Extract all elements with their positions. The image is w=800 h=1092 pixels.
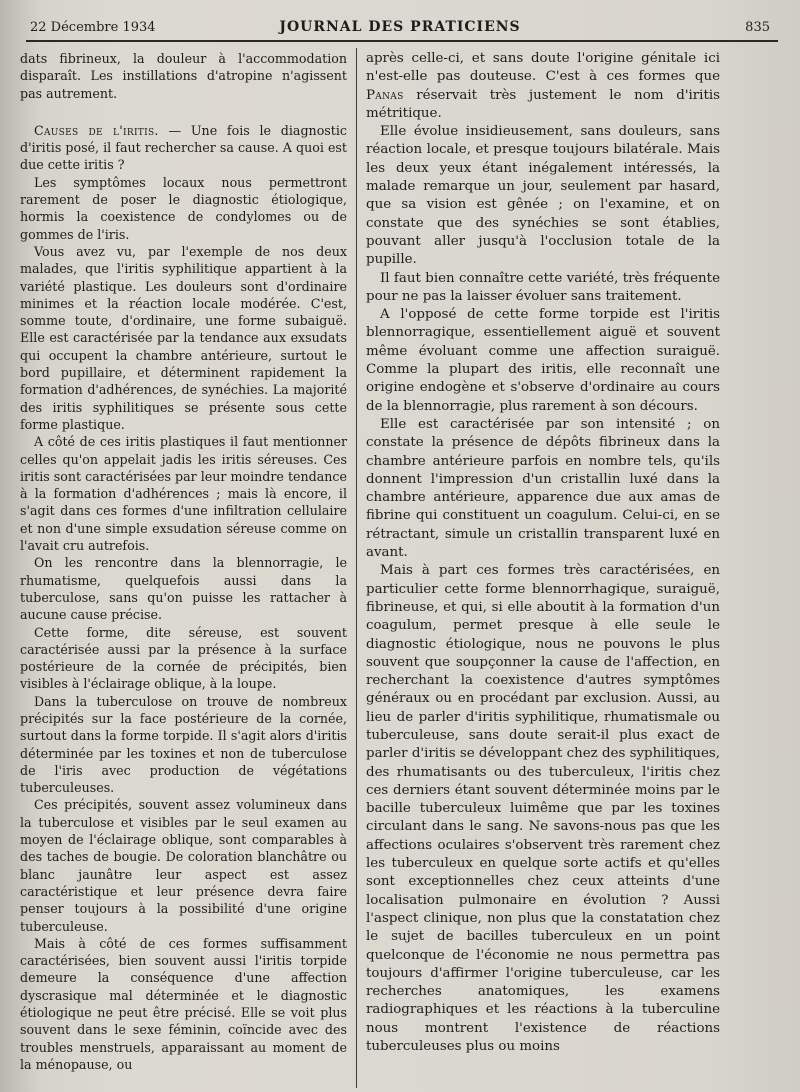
paragraph [366, 50, 720, 123]
header-rule [26, 40, 778, 42]
right-column [366, 50, 720, 1056]
paragraph-text: après celle-ci, et sans doute l'origine génitale ici n'est-elle pas douteuse. C'est à ces formes que [366, 51, 720, 85]
paragraph: Mais à côté de ces formes suffisamment caractérisées, bien souvent aussi l'iritis torpide demeure la conséquence d'une affection dyscrasique mal déterminée et le diagnostic étiologique ne peut être précisé. Elle se voit plus souvent dans le sexe féminin, coïncide avec des troubles menstruels, apparaissant au moment de la ménopause, ou [20, 935, 347, 1072]
page-number: 835 [745, 20, 770, 35]
paragraph: Cette forme, dite séreuse, est souvent caractérisée aussi par la présence à la surface postérieure de la cornée de précipités, bien visibles à l'éclairage oblique, à la loupe. [20, 624, 347, 692]
paragraph: On les rencontre dans la blennorragie, le rhumatisme, quelquefois aussi dans la tuberculose, sans qu'on puisse les rattacher à aucune cause précise. [20, 555, 347, 623]
section-paragraph-causes [20, 122, 347, 174]
section-heading: Causes de l'iritis. [34, 122, 159, 138]
page-header [0, 14, 800, 42]
header-date: 22 Décembre 1934 [30, 20, 156, 35]
paragraph: A côté de ces iritis plastiques il faut mentionner celles qu'on appelait jadis les iritis séreuses. Ces iritis sont caractérisées par leur moindre tendance à la formation d'adhérences ; mais là encore, il s'agit dans ces formes d'une infiltration cellulaire et non d'une simple exsudation séreuse comme on l'avait cru autrefois. [20, 434, 347, 554]
paragraph: Elle est caractérisée par son intensité ; on constate la présence de dépôts fibrineux dans la chambre antérieure parfois en nombre tels, qu'ils donnent l'impression d'un cristallin luxé dans la chambre antérieure, apparence due aux amas de fibrine qui constituent un coagulum. Celui-ci, en se rétractant, simule un cristallin transparent luxé en avant. [366, 416, 720, 561]
paragraph: Il faut bien connaître cette variété, très fréquente pour ne pas la laisser évoluer sans traitement. [366, 270, 720, 304]
left-column [20, 50, 347, 1073]
paragraph: Les symptômes locaux nous permettront rarement de poser le diagnostic étiologique, hormis la coexistence de condylomes ou de gommes de l'iris. [20, 174, 347, 242]
paragraph: Dans la tuberculose on trouve de nombreux précipités sur la face postérieure de la cornée, surtout dans la forme torpide. Il s'agit alors d'iritis déterminée par les toxines et non de tuberculose de l'iris avec production de végétations tuberculeuses. [20, 693, 347, 796]
paragraph-text: — Une fois le diagnostic d'iritis posé, il faut rechercher sa cause. A quoi est due cette iritis ? [20, 122, 347, 173]
paragraph: Ces précipités, souvent assez volumineux dans la tuberculose et visibles par le seul examen au moyen de l'éclairage oblique, sont comparables à des taches de bougie. De coloration blanchâtre ou blanc jaunâtre leur aspect est assez caractéristique et leur présence devra faire penser toujours à la possibilité d'une origine tuberculeuse. [20, 797, 347, 934]
paragraph-text: réservait très justement le nom d'iritis métritique. [366, 87, 720, 121]
column-divider [356, 48, 357, 1088]
paragraph: A l'opposé de cette forme torpide est l'iritis blennorragique, essentiellement aiguë et souvent même évoluant comme une affection suraiguë. Comme la plupart des iritis, elle reconnaît une origine endogène et s'observe d'ordinaire au cours de la blennorragie, plus rarement à son décours. [366, 307, 720, 414]
paragraph: Vous avez vu, par l'exemple de nos deux malades, que l'iritis syphilitique appartient à la variété plastique. Les douleurs sont d'ordinaire minimes et la réaction locale modérée. C'est, somme toute, d'ordinaire, une forme subaiguë. Elle est caractérisée par la tendance aux exsudats qui occupent la chambre antérieure, surtout le bord pupillaire, et déterminent rapidement la formation d'adhérences, de synéchies. La majorité des iritis syphilitiques se présente sous cette forme plastique. [20, 243, 347, 432]
author-name: Panas [366, 87, 404, 103]
paragraph: dats fibrineux, la douleur à l'accommodation disparaît. Les instillations d'atropine n'agissent pas autrement. [20, 51, 347, 101]
paragraph: Elle évolue insidieusement, sans douleurs, sans réaction locale, et presque toujours bilatérale. Mais les deux yeux étant inégalement intéressés, la malade remarque un jour, seulement par hasard, que sa vision est gênée ; on l'examine, et on constate que des synéchies se sont établies, pouvant aller jusqu'à l'occlusion totale de la pupille. [366, 124, 720, 268]
journal-title: JOURNAL DES PRATICIENS [279, 19, 521, 35]
paragraph: Mais à part ces formes très caractérisées, en particulier cette forme blennorrhagique, suraiguë, fibrineuse, et qui, si elle aboutit à la formation d'un coagulum, permet presque à elle seule le diagnostic étiologique, nous ne pouvons le plus souvent que soupçonner la cause de l'affection, en recherchant la coexistence d'autres symptômes généraux ou en procédant par exclusion. Aussi, au lieu de parler d'iritis syphilitique, rhumatismale ou tuberculeuse, sans doute serait-il plus exact de parler d'iritis se développant chez des syphilitiques, des rhumatisants ou des tuberculeux, l'iritis chez ces derniers étant souvent déterminée moins par le bacille tuberculeux luimême que par les toxines circulant dans le sang. Ne savons-nous pas que les affections oculaires s'observent très rarement chez les tuberculeux en quelque sorte actifs et qu'elles sont exceptionnelles chez ceux atteints d'une localisation pulmonaire en évolution ? Aussi l'aspect clinique, non plus que la constatation chez le sujet de bacilles tuberculeux en un point quelconque de l'économie ne nous permettra pas toujours d'affirmer l'origine tuberculeuse, car les recherches anatomiques, les examens radiographiques et les réactions à la tuberculine nous montrent l'existence de réactions tuberculeuses plus ou moins [366, 563, 720, 1055]
